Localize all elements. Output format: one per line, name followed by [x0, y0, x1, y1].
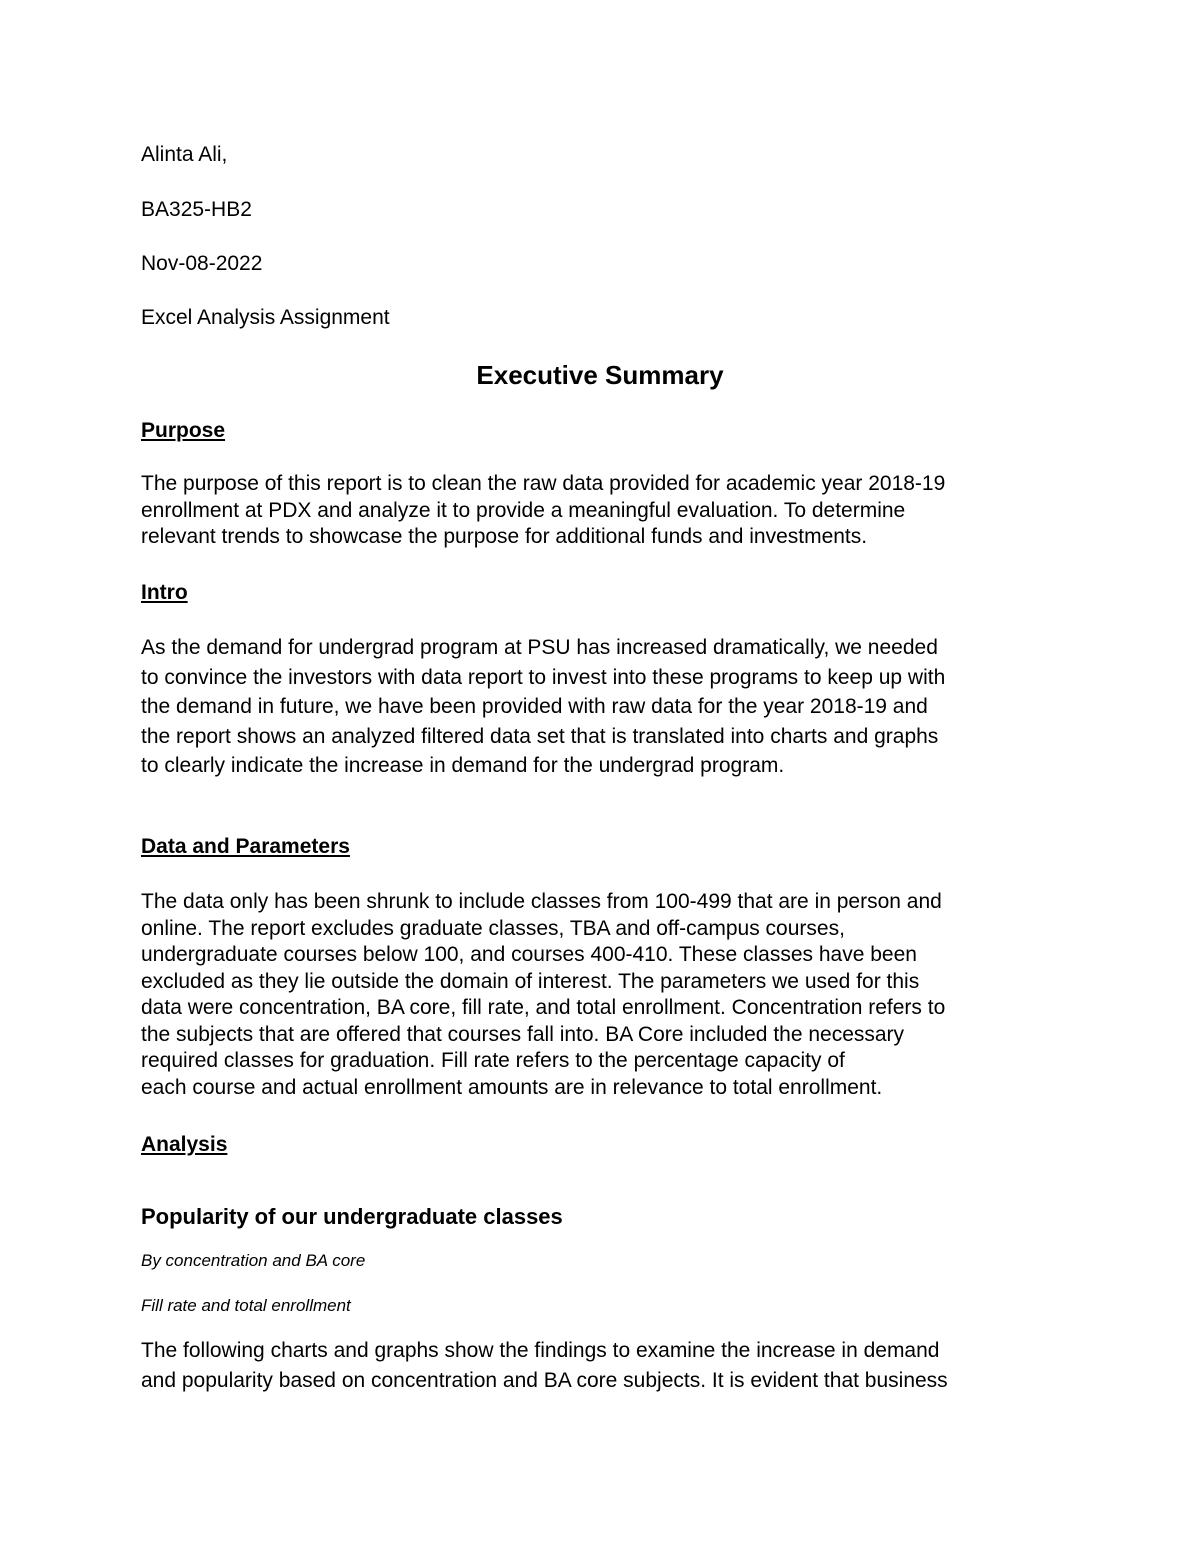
analysis-line: The following charts and graphs show the findings to examine the increase in demand [141, 1339, 940, 1362]
data-parameters-heading: Data and Parameters [141, 835, 350, 858]
intro-line: As the demand for undergrad program at PSU has increased dramatically, we needed [141, 636, 938, 659]
data-parameters-paragraph [141, 889, 1071, 1101]
analysis-paragraph [141, 1336, 1071, 1395]
data-parameters-line: online. The report excludes graduate classes, TBA and off-campus courses, [141, 916, 845, 940]
purpose-heading: Purpose [141, 419, 226, 442]
intro-line: to clearly indicate the increase in demand for the undergrad program. [141, 754, 785, 777]
data-parameters-line: required classes for graduation. Fill rate refers to the percentage capacity of [141, 1049, 845, 1072]
page-title: Executive Summary [476, 360, 724, 390]
data-parameters-line: undergraduate courses below 100, and courses 400-410. These classes have been [141, 943, 917, 966]
analysis-italic-fill-rate: Fill rate and total enrollment [141, 1296, 351, 1315]
purpose-line: enrollment at PDX and analyze it to provide a meaningful evaluation. To determine [141, 498, 906, 522]
analysis-line: and popularity based on concentration and BA core subjects. It is evident that business [141, 1368, 948, 1392]
course-code: BA325-HB2 [141, 198, 252, 221]
data-parameters-line: excluded as they lie outside the domain of interest. The parameters we used for this [141, 969, 920, 993]
analysis-italic-concentration: By concentration and BA core [141, 1251, 366, 1270]
intro-line: the report shows an analyzed filtered data set that is translated into charts and graphs [141, 724, 939, 748]
analysis-subheading: Popularity of our undergraduate classes [141, 1204, 563, 1229]
assignment-name: Excel Analysis Assignment [141, 306, 390, 329]
purpose-line: The purpose of this report is to clean the raw data provided for academic year 2018-19 [141, 472, 946, 495]
data-parameters-line: the subjects that are offered that courses fall into. BA Core included the necessary [141, 1022, 905, 1046]
purpose-paragraph [141, 471, 1071, 551]
intro-paragraph [141, 633, 1071, 781]
analysis-heading: Analysis [141, 1133, 228, 1156]
intro-line: to convince the investors with data report to invest into these programs to keep up with [141, 665, 946, 689]
intro-heading: Intro [141, 581, 188, 604]
data-parameters-line: data were concentration, BA core, fill rate, and total enrollment. Concentration refers to [141, 996, 946, 1019]
purpose-line: relevant trends to showcase the purpose for additional funds and investments. [141, 525, 868, 548]
report-date: Nov-08-2022 [141, 252, 263, 275]
author-name: Alinta Ali, [141, 143, 228, 166]
data-parameters-line: each course and actual enrollment amounts are in relevance to total enrollment. [141, 1075, 883, 1099]
intro-line: the demand in future, we have been provided with raw data for the year 2018-19 and [141, 695, 928, 718]
data-parameters-line: The data only has been shrunk to include classes from 100-499 that are in person and [141, 890, 942, 913]
